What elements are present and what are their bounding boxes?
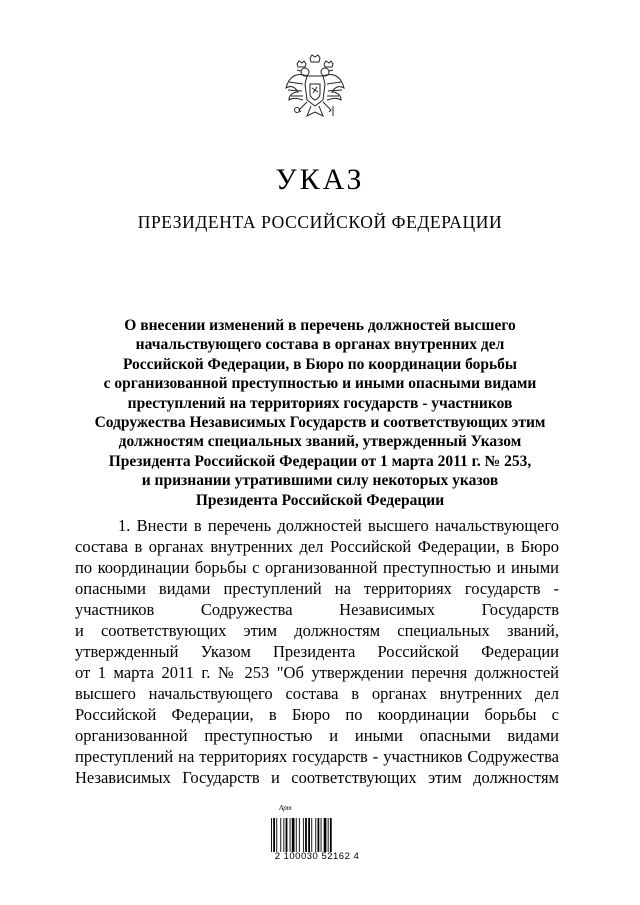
barcode-bar [318, 818, 320, 852]
body-line: и соответствующих этим должностям специальных званий, [75, 621, 559, 640]
title-line: начальствующего состава в органах внутренних дел [135, 336, 505, 354]
barcode-bar [324, 818, 327, 852]
barcode-bar [280, 818, 281, 852]
body-line: по координации борьбы с организованной преступностью и иными [75, 558, 559, 577]
issuer-heading: ПРЕЗИДЕНТА РОССИЙСКОЙ ФЕДЕРАЦИИ [137, 212, 503, 232]
title-line: должностям специальных званий, утвержденный Указом [118, 433, 522, 451]
title-line: с организованной преступностью и иными опасными видами [103, 375, 537, 393]
body-line: высшего начальствующего состава в органах внутренних дел [75, 684, 559, 703]
barcode-bar [308, 818, 310, 852]
barcode-bar [290, 818, 291, 852]
barcode-bar [296, 818, 297, 852]
registration-mark: Арт [279, 804, 292, 812]
barcode-bar [299, 818, 300, 852]
body-line: Российской Федерации, в Бюро по координации борьбы с [75, 705, 559, 724]
title-line: О внесении изменений в перечень должностей высшего [124, 317, 516, 334]
body-line: преступлений на территориях государств - участников Содружества [75, 747, 559, 766]
body-line: 1. Внести в перечень должностей высшего начальствующего [118, 516, 559, 535]
barcode-bar [283, 818, 284, 852]
coat-of-arms-icon [283, 54, 347, 130]
barcode-bar [286, 818, 288, 852]
barcode-bar [330, 818, 332, 852]
document-type-heading: УКАЗ [275, 163, 365, 196]
barcode-bar [311, 818, 312, 852]
body-paragraph [75, 515, 559, 788]
barcode-bar [305, 818, 307, 852]
barcode-bar [303, 818, 304, 852]
body-line: состава в органах внутренних дел Российской Федерации, в Бюро [75, 537, 559, 556]
document-title [70, 316, 570, 510]
body-line: от 1 марта 2011 г. № 253 "Об утверждении перечня должностей [75, 663, 559, 682]
barcode-number: 2 100030 52162 4 [274, 851, 360, 862]
barcode-bar [292, 818, 295, 852]
title-line: Содружества Независимых Государств и соответствующих этим [94, 414, 546, 432]
title-line: и признании утратившими силу некоторых указов [141, 472, 499, 490]
barcode-bar [276, 818, 277, 852]
title-line: Президента Российской Федерации [195, 491, 445, 509]
barcode-bar [271, 818, 272, 852]
title-line: Президента Российской Федерации от 1 марта 2011 г. № 253, [108, 452, 532, 470]
body-line: Независимых Государств и соответствующих этим должностям [75, 768, 559, 787]
barcode-bar [315, 818, 316, 852]
body-line: участников Содружества Независимых Государств [75, 600, 559, 619]
barcode-bar [321, 818, 322, 852]
barcode-bar [273, 818, 275, 852]
title-line: преступлений на территориях государств - участников [127, 394, 513, 412]
barcode-bar [328, 818, 329, 852]
title-line: Российской Федерации, в Бюро по координации борьбы [122, 355, 518, 373]
body-line: организованной преступностью и иными опасными видами [75, 726, 559, 745]
body-line: опасными видами преступлений на территориях государств - [75, 579, 559, 598]
body-line: утвержденный Указом Президента Российской Федерации [75, 642, 559, 661]
barcode-icon [271, 818, 351, 852]
